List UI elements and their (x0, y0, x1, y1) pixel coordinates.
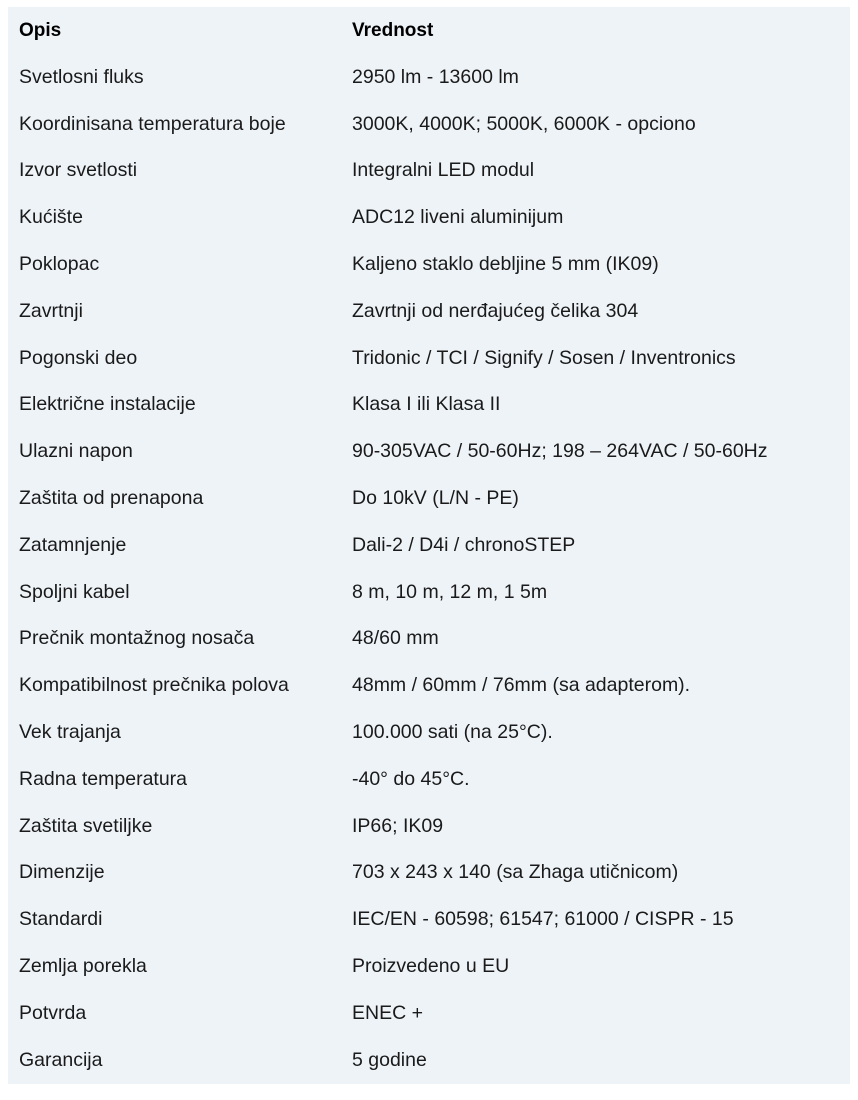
row-value: -40° do 45°C. (352, 767, 470, 790)
table-row (8, 241, 850, 288)
row-desc: Ulazni napon (19, 440, 133, 463)
table-row (8, 147, 850, 194)
table-row (8, 428, 850, 475)
table-row (8, 756, 850, 803)
row-desc: Radna temperatura (19, 767, 188, 790)
row-desc: Izvor svetlosti (19, 159, 138, 182)
table-row (8, 615, 850, 662)
table-row (8, 335, 850, 382)
table-row (8, 54, 850, 101)
row-desc: Električne instalacije (19, 393, 196, 416)
row-value: IEC/EN - 60598; 61547; 61000 / CISPR - 15 (352, 908, 734, 931)
row-value: Do 10kV (L/N - PE) (352, 487, 519, 509)
row-desc: Poklopac (19, 253, 100, 275)
row-desc: Zemlja porekla (19, 955, 147, 977)
table-row (8, 522, 850, 569)
row-value: Tridonic / TCI / Signify / Sosen / Inventronics (352, 346, 736, 369)
row-value: Dali-2 / D4i / chronoSTEP (352, 533, 576, 556)
row-value: 3000K, 4000K; 5000K, 6000K - opciono (352, 112, 696, 135)
row-desc: Pogonski deo (19, 346, 138, 369)
row-desc: Vek trajanja (19, 721, 121, 743)
table-row (8, 990, 850, 1037)
row-value: 48/60 mm (352, 627, 439, 650)
row-value: 703 x 243 x 140 (sa Zhaga utičnicom) (352, 861, 679, 884)
table-row (8, 288, 850, 335)
row-desc: Potvrda (19, 1001, 87, 1024)
row-desc: Garancija (19, 1048, 103, 1071)
row-value: Integralni LED modul (352, 159, 535, 182)
row-desc: Prečnik montažnog nosača (19, 627, 255, 650)
row-value: 90-305VAC / 50-60Hz; 198 – 264VAC / 50-60Hz (352, 440, 768, 463)
row-value: 5 godine (352, 1048, 427, 1071)
table-row (8, 896, 850, 943)
row-desc: Kompatibilnost prečnika polova (19, 674, 289, 697)
row-desc: Spoljni kabel (19, 580, 130, 603)
row-value: 100.000 sati (na 25°C). (352, 721, 553, 743)
row-value: Zavrtnji od nerđajućeg čelika 304 (352, 299, 639, 322)
row-desc: Koordinisana temperatura boje (19, 112, 286, 135)
table-row (8, 943, 850, 990)
table-row (8, 569, 850, 616)
row-value: ADC12 liveni aluminijum (352, 206, 564, 229)
row-desc: Zaštita svetiljke (19, 814, 153, 837)
row-desc: Svetlosni fluks (19, 65, 144, 88)
table-row (8, 709, 850, 756)
row-desc: Kućište (19, 206, 83, 229)
row-value: 2950 lm - 13600 lm (352, 65, 519, 88)
table-row (8, 475, 850, 522)
table-row (8, 1037, 850, 1084)
row-value: Klasa I ili Klasa II (352, 393, 501, 416)
header-value: Vrednost (352, 19, 434, 41)
table-row (8, 849, 850, 896)
row-desc: Standardi (19, 908, 103, 931)
row-value: Kaljeno staklo debljine 5 mm (IK09) (352, 253, 659, 275)
row-value: ENEC + (352, 1001, 423, 1024)
table-row (8, 194, 850, 241)
row-desc: Zavrtnji (19, 299, 83, 322)
row-value: IP66; IK09 (352, 814, 444, 837)
row-value: 48mm / 60mm / 76mm (sa adapterom). (352, 674, 691, 697)
table-row (8, 101, 850, 148)
header-desc: Opis (19, 19, 62, 41)
table-row (8, 381, 850, 428)
table-row (8, 662, 850, 709)
row-desc: Zaštita od prenapona (19, 487, 204, 509)
row-value: 8 m, 10 m, 12 m, 1 5m (352, 580, 548, 603)
spec-table (8, 7, 850, 1084)
row-desc: Dimenzije (19, 861, 105, 884)
table-row (8, 803, 850, 850)
row-desc: Zatamnjenje (19, 533, 127, 556)
row-value: Proizvedeno u EU (352, 955, 510, 977)
table-header-row (8, 7, 850, 54)
